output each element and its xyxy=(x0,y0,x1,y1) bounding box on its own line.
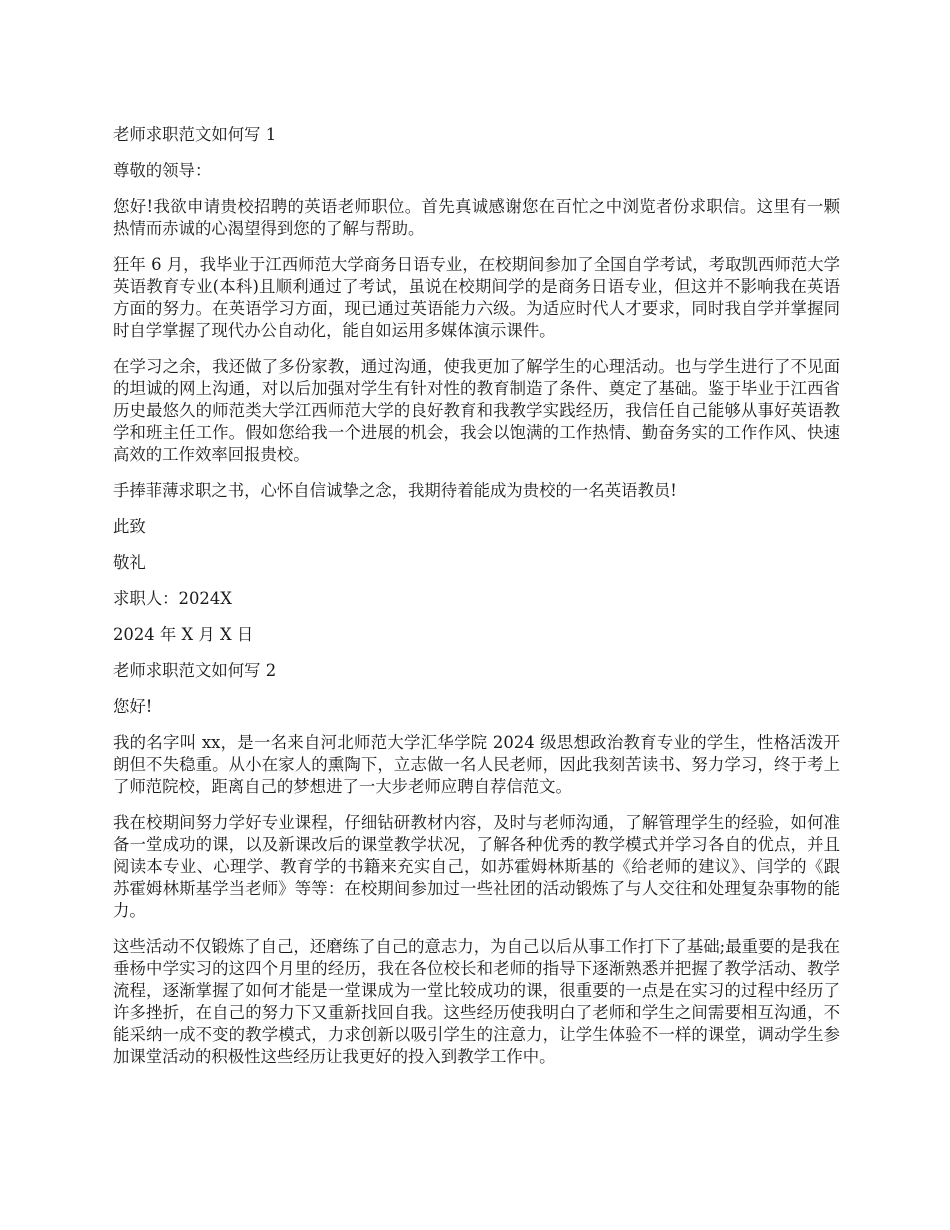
letter-1-salutation: 尊敬的领导： xyxy=(113,161,212,180)
letter-1-closing-paragraph: 手捧菲薄求职之书，心怀自信诚挚之念，我期待着能成为贵校的一名英语教员! xyxy=(113,481,677,500)
letter-2-intro-paragraph: 我的名字叫 xx，是一名来自河北师范大学汇华学院 2024 级思想政治教育专业的学生，性格活泼开朗但不失稳重。从小在家人的熏陶下，立志做一名人民老师，因此我刻苦读书、努力学习，终于考上了师范院校，距离自己的梦想进了一大步老师应聘自荐信范文。 xyxy=(113,733,840,796)
letter-2-study-paragraph: 我在校期间努力学好专业课程，仔细钻研教材内容，及时与老师沟通，了解管理学生的经验，如何准备一堂成功的课，以及新课改后的课堂教学状况，了解各种优秀的教学模式并学习各自的优点，并且阅读本专业、心理学、教育学的书籍来充实自己，如苏霍姆林斯基的《给老师的建议》、闫学的《跟苏霍姆林斯基学当老师》等等：在校期间参加过一些社团的活动锻炼了与人交往和处理复杂事物的能力。 xyxy=(113,813,840,920)
document-page xyxy=(113,124,840,1082)
letter-2-heading: 老师求职范文如何写 2 xyxy=(113,661,277,680)
letter-1-signature: 求职人：2024X xyxy=(113,589,232,608)
letter-1-date: 2024 年 X 月 X 日 xyxy=(113,625,254,644)
letter-1-heading: 老师求职范文如何写 1 xyxy=(113,125,277,144)
letter-1-education-paragraph: 狂年 6 月，我毕业于江西师范大学商务日语专业，在校期间参加了全国自学考试，考取凯西师范大学英语教育专业(本科)且顺利通过了考试，虽说在校期间学的是商务日语专业，但这并不影响我在英语方面的努力。在英语学习方面，现已通过英语能力六级。为适应时代人才要求，同时我自学并掌握同时自学掌握了现代办公自动化，能自如运用多媒体演示课件。 xyxy=(113,255,840,340)
letter-1-salute: 敬礼 xyxy=(113,553,146,572)
letter-2-internship-paragraph: 这些活动不仅锻炼了自己，还磨练了自己的意志力，为自己以后从事工作打下了基础;最重要的是我在垂杨中学实习的这四个月里的经历，我在各位校长和老师的指导下逐渐熟悉并把握了教学活动、教学流程，逐渐掌握了如何才能是一堂课成为一堂比较成功的课，很重要的一点是在实习的过程中经历了许多挫折，在自己的努力下又重新找回自我。这些经历使我明白了老师和学生之间需要相互沟通，不能采纳一成不变的教学模式，力求创新以吸引学生的注意力，让学生体验不一样的课堂，调动学生参加课堂活动的积极性这些经历让我更好的投入到教学工作中。 xyxy=(113,937,840,1066)
letter-1-intro-paragraph: 您好!我欲申请贵校招聘的英语老师职位。首先真诚感谢您在百忙之中浏览者份求职信。这里有一颗热情而赤诚的心渴望得到您的了解与帮助。 xyxy=(113,197,840,238)
letter-1-experience-paragraph: 在学习之余，我还做了多份家教，通过沟通，使我更加了解学生的心理活动。也与学生进行了不见面的坦诚的网上沟通，对以后加强对学生有针对性的教育制造了条件、奠定了基础。鉴于毕业于江西省历史最悠久的师范类大学江西师范大学的良好教育和我教学实践经历，我信任自己能够从事好英语教学和班主任工作。假如您给我一个进展的机会，我会以饱满的工作热情、勤奋务实的工作作风、快速高效的工作效率回报贵校。 xyxy=(113,357,840,464)
letter-2-greeting: 您好! xyxy=(113,697,153,716)
letter-1-regards: 此致 xyxy=(113,517,146,536)
